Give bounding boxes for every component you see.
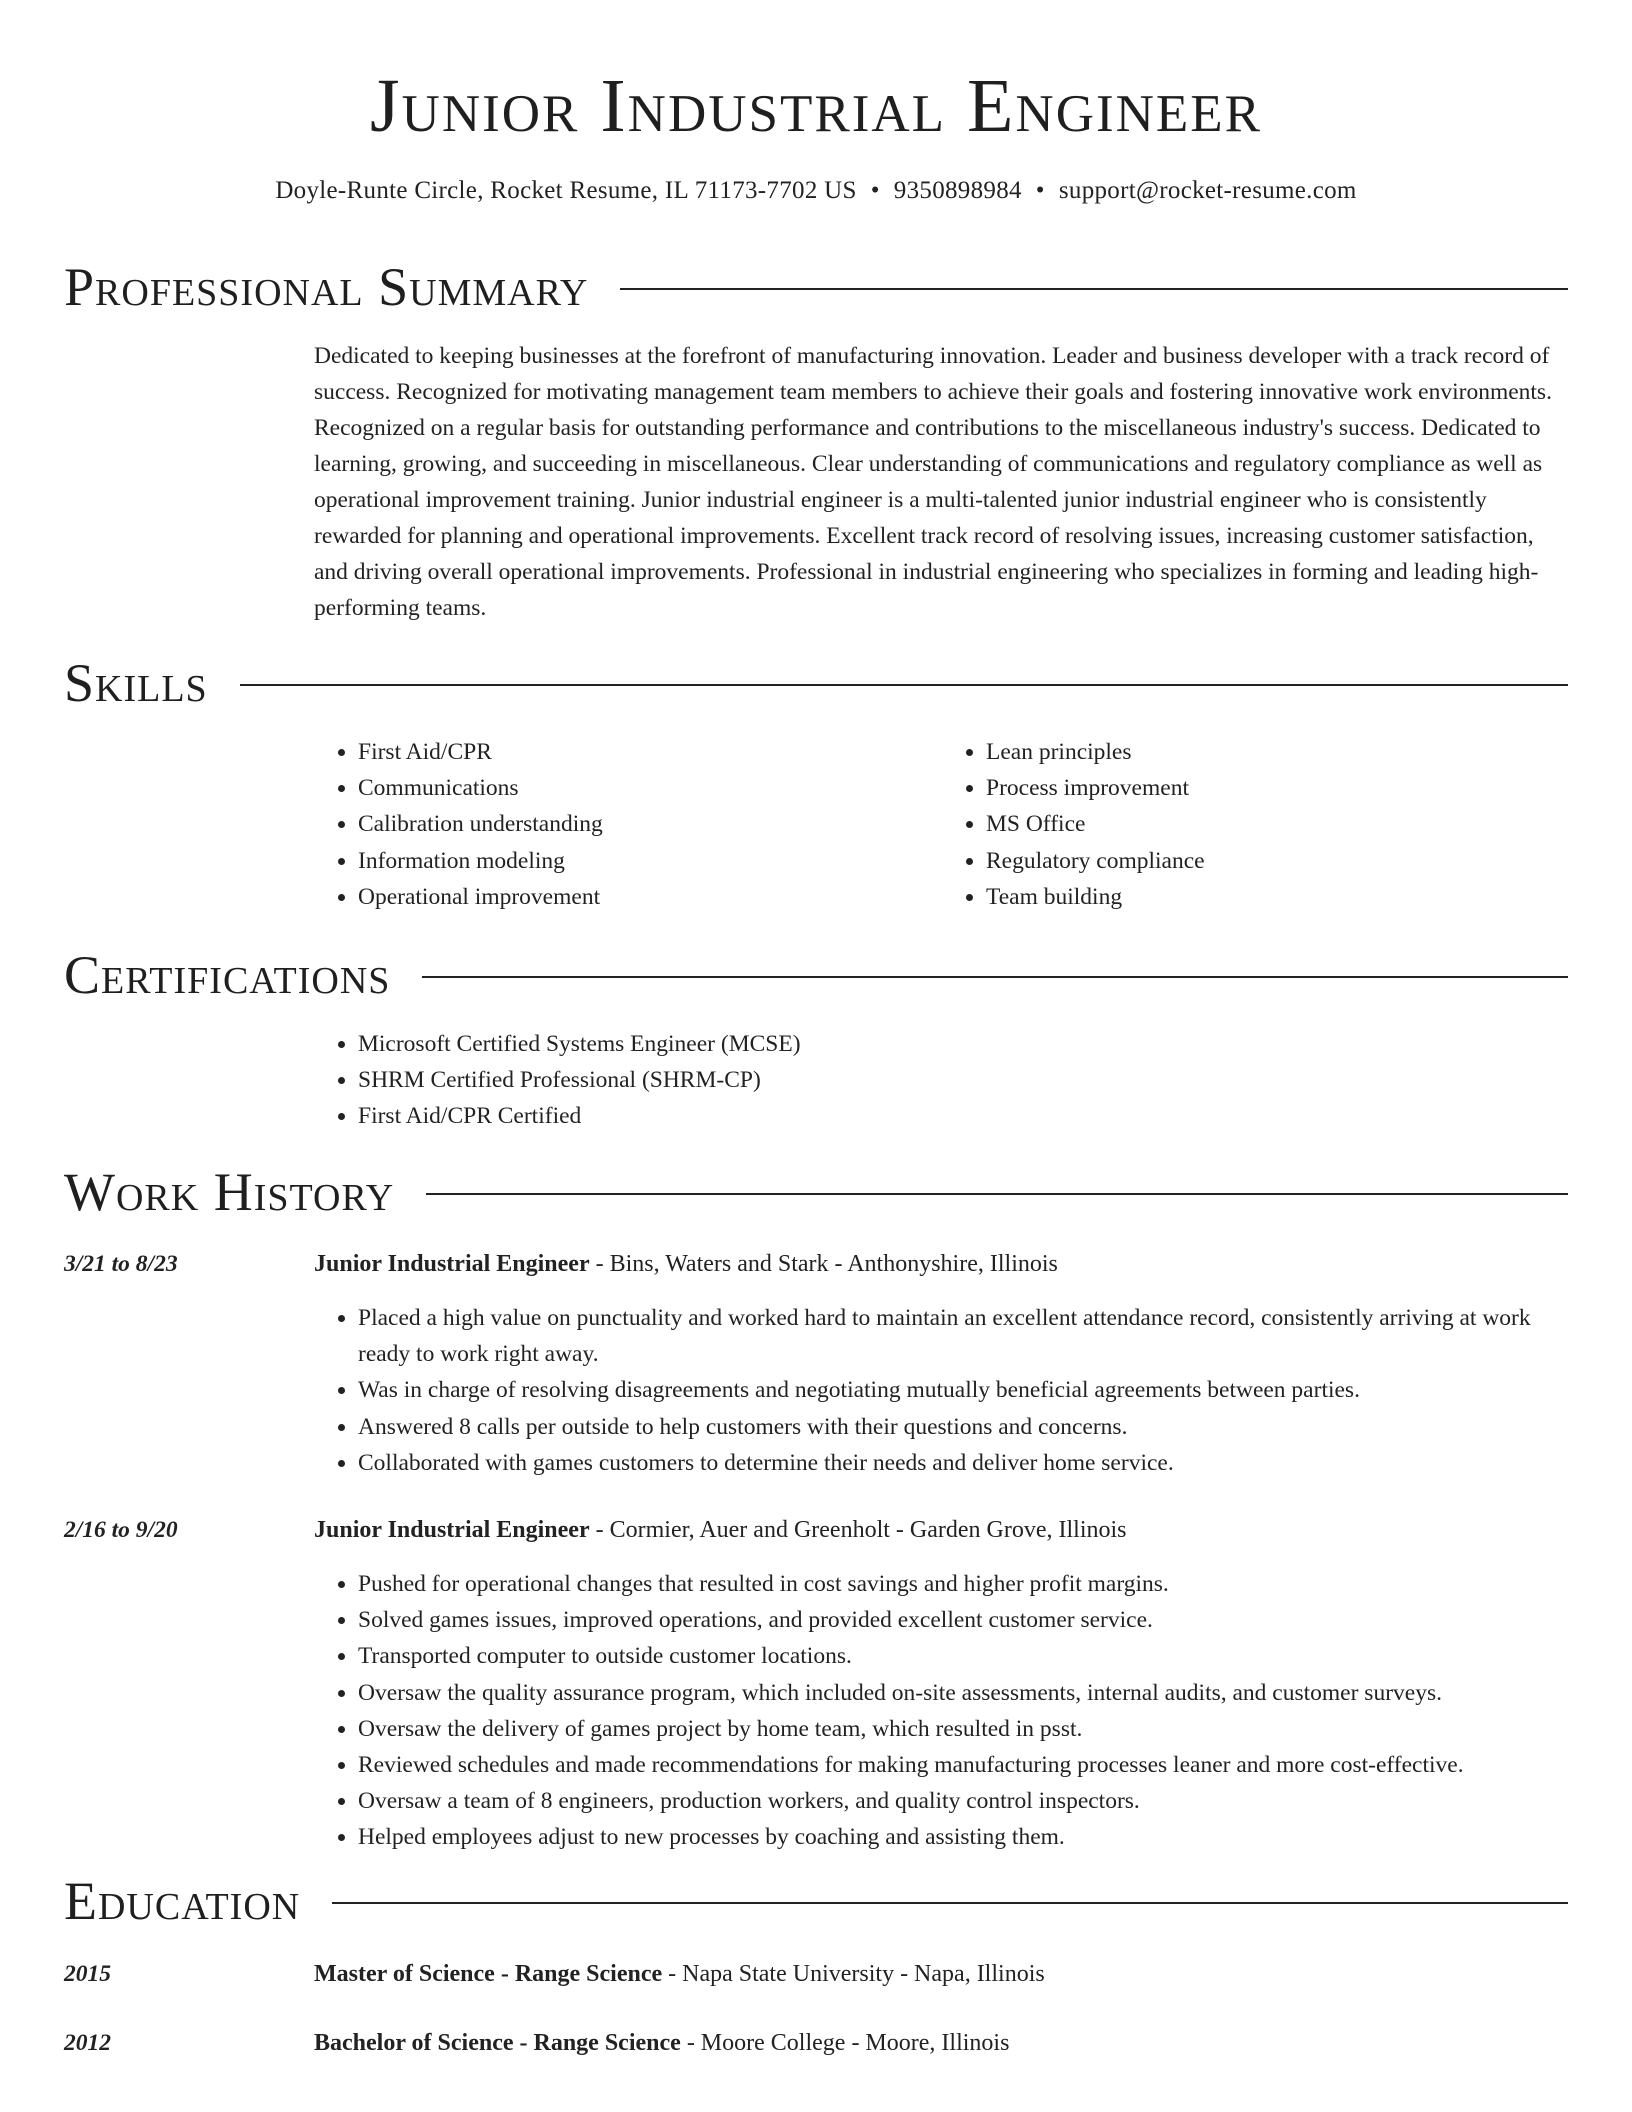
- skill-item: • Information modeling: [358, 843, 942, 879]
- skills-column-left: [314, 734, 942, 915]
- contact-separator: •: [1035, 177, 1045, 204]
- skill-item: • First Aid/CPR: [358, 734, 942, 770]
- work-bullet: • Helped employees adjust to new processes by coaching and assisting them.: [358, 1819, 1570, 1855]
- section-header-work: [64, 1157, 1568, 1227]
- work-bullet: • Collaborated with games customers to determine their needs and deliver home service.: [358, 1445, 1570, 1481]
- section-title-work: Work History: [64, 1162, 395, 1222]
- certification-item: • First Aid/CPR Certified: [358, 1098, 1570, 1134]
- section-header-summary: [64, 252, 1568, 322]
- section-header-education: [64, 1866, 1568, 1936]
- section-header-certifications: [64, 940, 1568, 1010]
- education-line: [314, 2025, 1570, 2061]
- contact-address: Doyle-Runte Circle, Rocket Resume, IL 71173-7702 US: [275, 177, 857, 204]
- skills-list: [314, 734, 1570, 915]
- work-dates: 3/21 to 8/23: [64, 1251, 178, 1277]
- work-bullet: • Answered 8 calls per outside to help customers with their questions and concerns.: [358, 1409, 1570, 1445]
- certifications-list: [314, 1026, 1570, 1135]
- education-entry: [64, 1956, 1570, 1992]
- skill-item: • Communications: [358, 770, 942, 806]
- section-title-skills: Skills: [64, 653, 208, 713]
- summary-text: Dedicated to keeping businesses at the forefront of manufacturing innovation. Leader and business developer with a track record of success. Recognized for motivating management team members to achieve their goals and fostering innovative work environments. Recognized on a regular basis for outstanding performance and contributions to the miscellaneous industry's success. Dedicated to learning, growing, and succeeding in miscellaneous. Clear understanding of communications and regulatory compliance as well as operational improvement training. Junior industrial engineer is a multi-talented junior industrial engineer who is consistently rewarded for planning and operational improvements. Excellent track record of resolving issues, increasing customer satisfaction, and driving overall operational improvements. Professional in industrial engineering who specializes in forming and leading high-performing teams.: [314, 343, 1552, 621]
- work-bullet: • Solved games issues, improved operations, and provided excellent customer service.: [358, 1602, 1570, 1638]
- section-divider: [240, 684, 1568, 686]
- skill-item: • MS Office: [986, 806, 1570, 842]
- education-school: - Napa State University - Napa, Illinois: [662, 1961, 1045, 1987]
- work-title: Junior Industrial Engineer: [314, 1251, 590, 1277]
- work-employer: - Cormier, Auer and Greenholt - Garden Grove, Illinois: [589, 1517, 1127, 1543]
- skill-item: • Calibration understanding: [358, 806, 942, 842]
- section-title-summary: Professional Summary: [64, 257, 589, 317]
- skill-item: • Process improvement: [986, 770, 1570, 806]
- section-header-skills: [64, 648, 1568, 718]
- work-bullet: • Transported computer to outside customer locations.: [358, 1638, 1570, 1674]
- education-degree: Master of Science - Range Science: [314, 1961, 663, 1987]
- section-title-education: Education: [64, 1871, 301, 1931]
- work-entry: [64, 1512, 1570, 1856]
- education-line: [314, 1956, 1570, 1992]
- education-degree: Bachelor of Science - Range Science: [314, 2030, 681, 2056]
- education-entry: [64, 2025, 1570, 2061]
- work-bullet: • Oversaw the quality assurance program, which included on-site assessments, internal audits, and customer surveys.: [358, 1675, 1570, 1711]
- contact-phone: 9350898984: [893, 177, 1022, 204]
- skill-item: • Operational improvement: [358, 879, 942, 915]
- section-title-certifications: Certifications: [64, 945, 391, 1005]
- skill-item: • Lean principles: [986, 734, 1570, 770]
- work-title: Junior Industrial Engineer: [314, 1517, 590, 1543]
- work-bullets: [314, 1566, 1570, 1856]
- work-title-line: [314, 1246, 1570, 1282]
- certification-item: • SHRM Certified Professional (SHRM-CP): [358, 1062, 1570, 1098]
- section-divider: [426, 1193, 1568, 1195]
- work-title-line: [314, 1512, 1570, 1548]
- work-dates: 2/16 to 9/20: [64, 1517, 178, 1543]
- work-bullet: • Oversaw the delivery of games project by home team, which resulted in psst.: [358, 1711, 1570, 1747]
- work-bullet: • Reviewed schedules and made recommendations for making manufacturing processes leaner and more cost-effective.: [358, 1747, 1570, 1783]
- certification-item: • Microsoft Certified Systems Engineer (MCSE): [358, 1026, 1570, 1062]
- work-bullet: • Pushed for operational changes that resulted in cost savings and higher profit margins.: [358, 1566, 1570, 1602]
- work-bullet: • Oversaw a team of 8 engineers, production workers, and quality control inspectors.: [358, 1783, 1570, 1819]
- contact-line: [0, 174, 1632, 208]
- work-bullet: • Was in charge of resolving disagreements and negotiating mutually beneficial agreements between parties.: [358, 1372, 1570, 1408]
- work-bullet: • Placed a high value on punctuality and worked hard to maintain an excellent attendance record, consistently arriving at work ready to work right away.: [358, 1300, 1570, 1372]
- education-year: 2015: [64, 1961, 111, 1987]
- skill-item: • Regulatory compliance: [986, 843, 1570, 879]
- skill-item: • Team building: [986, 879, 1570, 915]
- work-employer: - Bins, Waters and Stark - Anthonyshire, Illinois: [589, 1251, 1058, 1277]
- resume-name: Junior Industrial Engineer: [369, 64, 1263, 148]
- work-entry: [64, 1246, 1570, 1481]
- section-divider: [422, 976, 1568, 978]
- contact-separator: •: [870, 177, 880, 204]
- section-divider: [332, 1902, 1568, 1904]
- section-divider: [620, 288, 1568, 290]
- contact-email: support@rocket-resume.com: [1058, 177, 1357, 204]
- work-bullets: [314, 1300, 1570, 1481]
- skills-column-right: [942, 734, 1570, 915]
- education-year: 2012: [64, 2030, 111, 2056]
- education-school: - Moore College - Moore, Illinois: [680, 2030, 1010, 2056]
